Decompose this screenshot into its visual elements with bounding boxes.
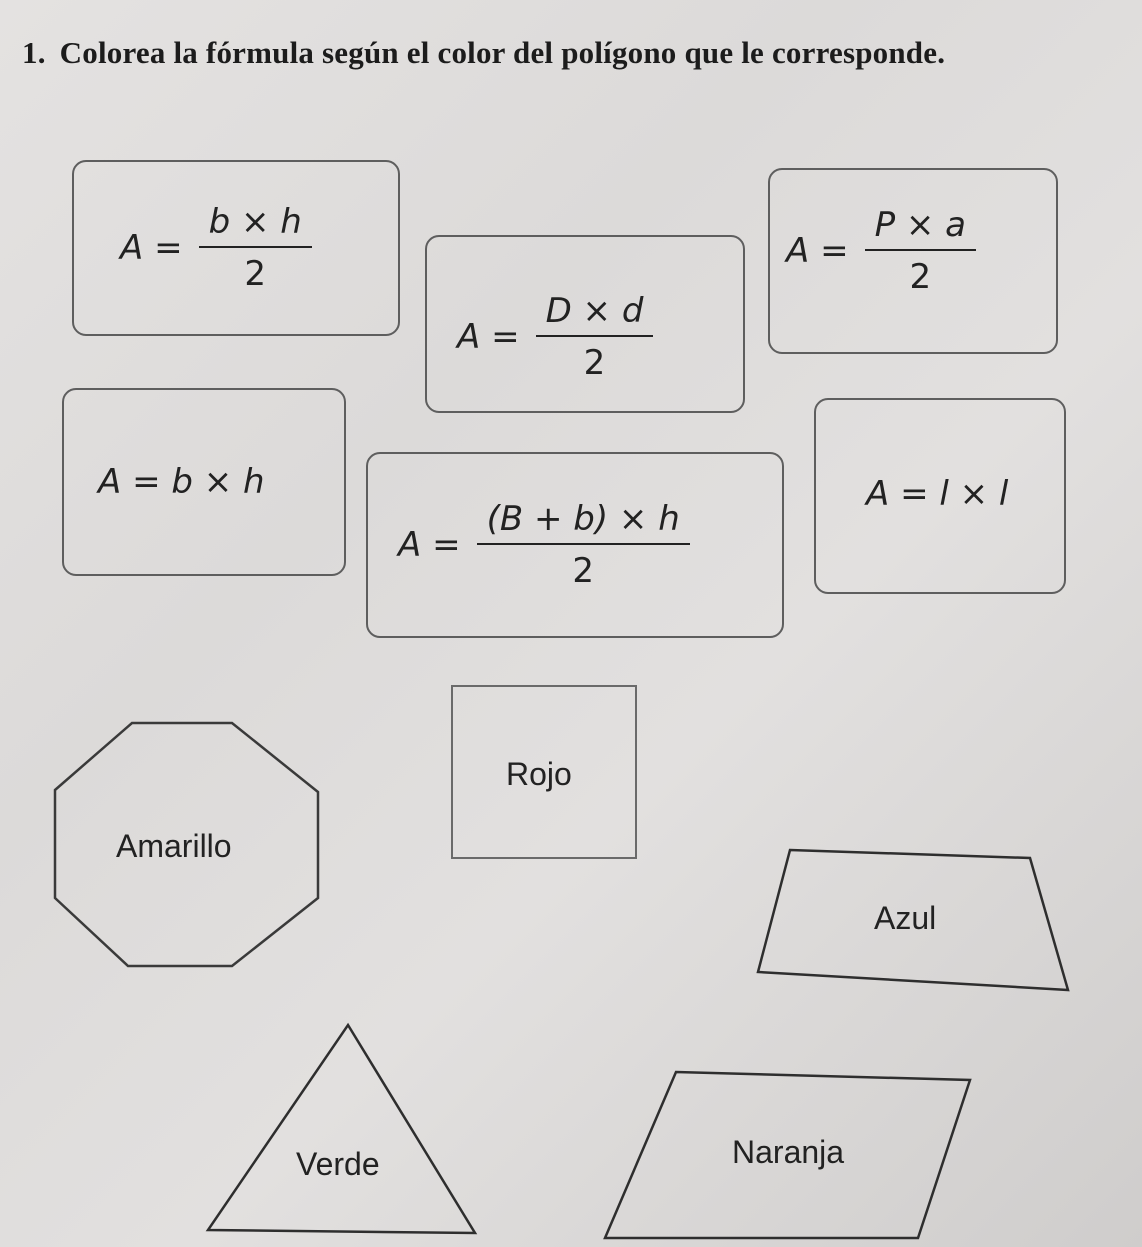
formula-lhs: A =	[786, 231, 849, 271]
fraction-numerator: P × a	[865, 205, 976, 251]
formula-lhs: A =	[120, 228, 183, 268]
fraction-numerator: D × d	[536, 291, 654, 337]
formula-text: A = l × l	[866, 474, 1009, 514]
trapezoid-label: Azul	[874, 900, 937, 936]
fraction-denominator: 2	[909, 257, 932, 297]
formula-lhs: A =	[398, 525, 461, 565]
formula-text: A = b × h	[98, 462, 265, 502]
formula-lhs: A =	[457, 317, 520, 357]
fraction-denominator: 2	[244, 254, 266, 294]
fraction-numerator: b × h	[199, 202, 312, 248]
square-label: Rojo	[506, 756, 572, 792]
exercise-text: Colorea la fórmula según el color del polígono que le corresponde.	[59, 35, 946, 70]
triangle-label: Verde	[296, 1146, 380, 1182]
fraction-denominator: 2	[572, 551, 594, 591]
octagon-label: Amarillo	[116, 828, 232, 864]
exercise-number: 1.	[22, 35, 46, 70]
parallelogram-label: Naranja	[732, 1134, 845, 1170]
fraction-numerator: (B + b) × h	[477, 499, 690, 545]
triangle-shape[interactable]	[208, 1025, 475, 1233]
fraction-denominator: 2	[583, 343, 606, 383]
